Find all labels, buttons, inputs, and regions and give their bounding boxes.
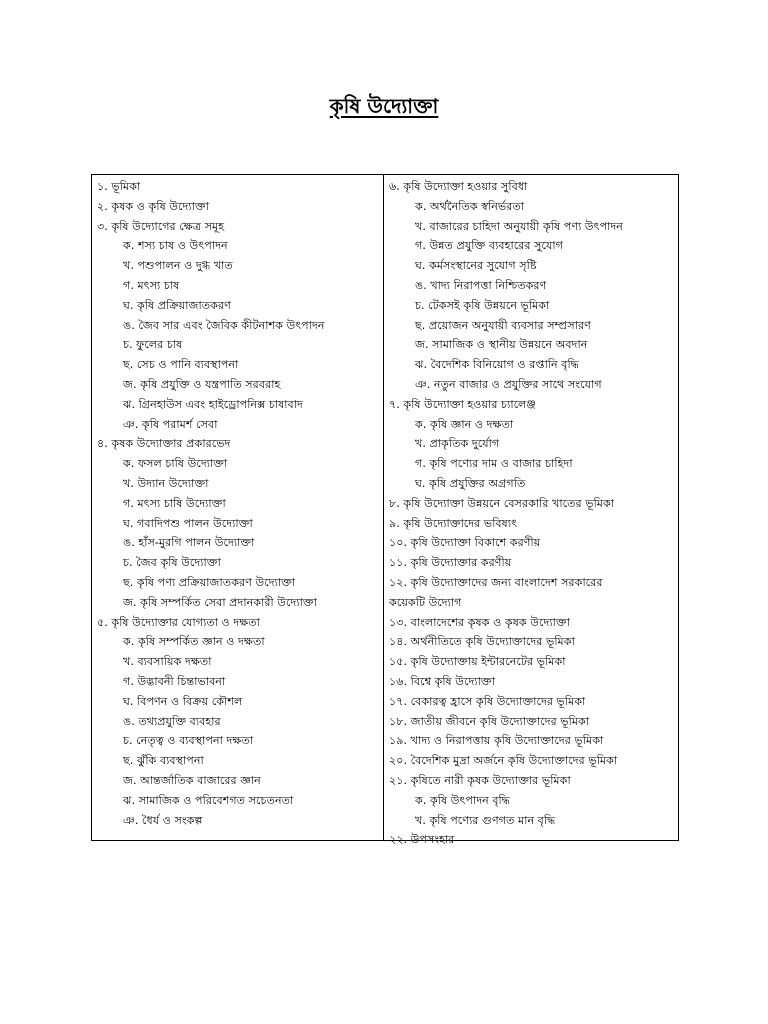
toc-item: ৯. কৃষি উদ্যোক্তাদের ভবিষ্যৎ (389, 516, 518, 530)
toc-item: ৬. কৃষি উদ্যোক্তা হওয়ার সুবিধা (389, 180, 528, 193)
toc-subitem: ঘ. কর্মসংস্থানের সুযোগ সৃষ্টি (415, 259, 537, 273)
toc-item: ১৭. বেকারত্ব হ্রাসে কৃষি উদ্যোক্তাদের ভূমিকা (389, 694, 586, 708)
toc-subitem: জ. সামাজিক ও স্থানীয় উন্নয়নে অবদান (415, 338, 588, 352)
toc-item: ১৯. খাদ্য ও নিরাপত্তায় কৃষি উদ্যোক্তাদের ভূমিকা (389, 734, 604, 748)
toc-subitem: ঘ. কৃষি প্রক্রিয়াজাতকরণ (123, 298, 231, 312)
page-title-text: কৃষি উদ্যোক্তা (329, 94, 439, 118)
toc-subitem: জ. কৃষি প্রযুক্তি ও যন্ত্রপাতি সরবরাহ (123, 377, 281, 391)
toc-item: ১১. কৃষি উদ্যোক্তার করণীয় (389, 556, 512, 570)
toc-subitem: ঞ. ধৈর্য ও সংকল্প (123, 813, 203, 827)
toc-subitem: ঙ. জৈব সার এবং জৈবিক কীটনাশক উৎপাদন (123, 318, 325, 332)
toc-subitem: গ. মৎস্য চাষি উদ্যোক্তা (123, 496, 226, 510)
toc-subitem: ছ. সেচ ও পানি ব্যবস্থাপনা (123, 358, 239, 372)
toc-subitem: ছ. কৃষি পণ্য প্রক্রিয়াজাতকরণ উদ্যোক্তা (123, 575, 296, 589)
toc-subitem: ক. অর্থনৈতিক স্বনির্ভরতা (415, 199, 525, 213)
toc-subitem: গ. উন্নত প্রযুক্তি ব্যবহারের সুযোগ (415, 239, 564, 253)
toc-right-column (384, 175, 678, 847)
toc-item: ৪. কৃষক উদ্যোক্তার প্রকারভেদ (97, 437, 231, 451)
toc-subitem: গ. মৎস্য চাষ (123, 278, 180, 292)
toc-item: ১. ভূমিকা (97, 180, 141, 193)
toc-subitem: ঙ. হাঁস-মুরগি পালন উদ্যোক্তা (123, 536, 255, 550)
toc-subitem: ঞ. নতুন বাজার ও প্রযুক্তির সাথে সংযোগ (415, 377, 602, 391)
toc-subitem: চ. জৈব কৃষি উদ্যোক্তা (123, 556, 221, 570)
toc-subitem: চ. টেকসই কৃষি উন্নয়নে ভূমিকা (415, 298, 550, 312)
toc-subitem: খ. ব্যবসায়িক দক্ষতা (123, 655, 212, 669)
toc-subitem: খ. কৃষি পণ্যের গুণগত মান বৃদ্ধি (415, 813, 556, 827)
toc-subitem: গ. উদ্ভাবনী চিন্তাভাবনা (123, 674, 226, 688)
toc-item: ১৪. অর্থনীতিতে কৃষি উদ্যোক্তাদের ভূমিকা (389, 635, 575, 649)
toc-subitem: ঘ. কৃষি প্রযুক্তির অগ্রগতি (415, 476, 526, 490)
toc-subitem: ছ. ঝুঁকি ব্যবস্থাপনা (123, 754, 204, 768)
toc-subitem: ছ. প্রয়োজন অনুযায়ী ব্যবসার সম্প্রসারণ (415, 318, 591, 332)
toc-subitem: ঝ. সামাজিক ও পরিবেশগত সচেতনতা (123, 793, 294, 807)
toc-subitem: চ. ফুলের চাষ (123, 338, 183, 352)
toc-subitem: ক. কৃষি জ্ঞান ও দক্ষতা (415, 417, 514, 431)
toc-item: ৭. কৃষি উদ্যোক্তা হওয়ার চ্যালেঞ্জ (389, 397, 536, 411)
toc-subitem: খ. পশুপালন ও দুগ্ধ খাত (123, 259, 233, 273)
toc-subitem: চ. নেতৃত্ব ও ব্যবস্থাপনা দক্ষতা (123, 734, 254, 748)
toc-item: ১০. কৃষি উদ্যোক্তা বিকাশে করণীয় (389, 536, 541, 550)
toc-subitem: ঘ. গবাদিপশু পালন উদ্যোক্তা (123, 516, 253, 530)
toc-subitem: খ. বাজারের চাহিদা অনুযায়ী কৃষি পণ্য উৎপাদন (415, 219, 623, 233)
toc-subitem: ঙ. খাদ্য নিরাপত্তা নিশ্চিতকরণ (415, 278, 547, 292)
toc-subitem: ঙ. তথ্যপ্রযুক্তি ব্যবহার (123, 714, 221, 728)
toc-left-column (92, 175, 384, 840)
toc-item: ৮. কৃষি উদ্যোক্তা উন্নয়নে বেসরকারি খাতের ভূমিকা (389, 496, 615, 510)
toc-item: ১৬. বিশ্বে কৃষি উদ্যোক্তা (389, 674, 495, 688)
table-of-contents (91, 174, 679, 847)
toc-subitem: ঘ. বিপণন ও বিক্রয় কৌশল (123, 694, 243, 708)
toc-subitem: ক. ফসল চাষি উদ্যোক্তা (123, 457, 228, 471)
toc-subitem: ক. শস্য চাষ ও উৎপাদন (123, 239, 228, 253)
toc-item: ২২. উপসংহার (389, 833, 455, 847)
toc-subitem: ক. কৃষি সম্পর্কিত জ্ঞান ও দক্ষতা (123, 635, 265, 649)
toc-item: ১৫. কৃষি উদ্যোক্তায় ইন্টারনেটের ভূমিকা (389, 655, 566, 669)
toc-subitem: জ. আন্তর্জাতিক বাজারের জ্ঞান (123, 773, 261, 787)
toc-subitem: ঞ. কৃষি পরামর্শ সেবা (123, 417, 218, 431)
toc-subitem: জ. কৃষি সম্পর্কিত সেবা প্রদানকারী উদ্যোক্তা (123, 595, 317, 609)
page-title (0, 91, 768, 121)
toc-item: ২১. কৃষিতে নারী কৃষক উদ্যোক্তার ভূমিকা (389, 773, 571, 787)
toc-item: ২. কৃষক ও কৃষি উদ্যোক্তা (97, 199, 209, 213)
toc-subitem: গ. কৃষি পণ্যের দাম ও বাজার চাহিদা (415, 457, 573, 471)
toc-subitem: ক. কৃষি উৎপাদন বৃদ্ধি (415, 793, 510, 807)
toc-subitem: খ. প্রাকৃতিক দুর্যোগ (415, 437, 500, 451)
toc-item: ২০. বৈদেশিক মুদ্রা অর্জনে কৃষি উদ্যোক্তাদের ভূমিকা (389, 754, 618, 768)
toc-subitem: ঝ. গ্রিনহাউস এবং হাইড্রোপনিক্স চাষাবাদ (123, 397, 303, 411)
toc-item: ১৩. বাংলাদেশের কৃষক ও কৃষক উদ্যোক্তা (389, 615, 570, 629)
toc-item: কয়েকটি উদ্যোগ (389, 595, 462, 609)
toc-item: ১৮. জাতীয় জীবনে কৃষি উদ্যোক্তাদের ভূমিকা (389, 714, 590, 728)
toc-item: ৫. কৃষি উদ্যোক্তার যোগ্যতা ও দক্ষতা (97, 615, 260, 629)
toc-subitem: ঝ. বৈদেশিক বিনিয়োগ ও রপ্তানি বৃদ্ধি (415, 358, 579, 372)
toc-subitem: খ. উদ্যান উদ্যোক্তা (123, 476, 209, 490)
toc-item: ৩. কৃষি উদ্যোগের ক্ষেত্র সমূহ (97, 219, 225, 233)
toc-item: ১২. কৃষি উদ্যোক্তাদের জন্য বাংলাদেশ সরকারের (389, 575, 603, 589)
